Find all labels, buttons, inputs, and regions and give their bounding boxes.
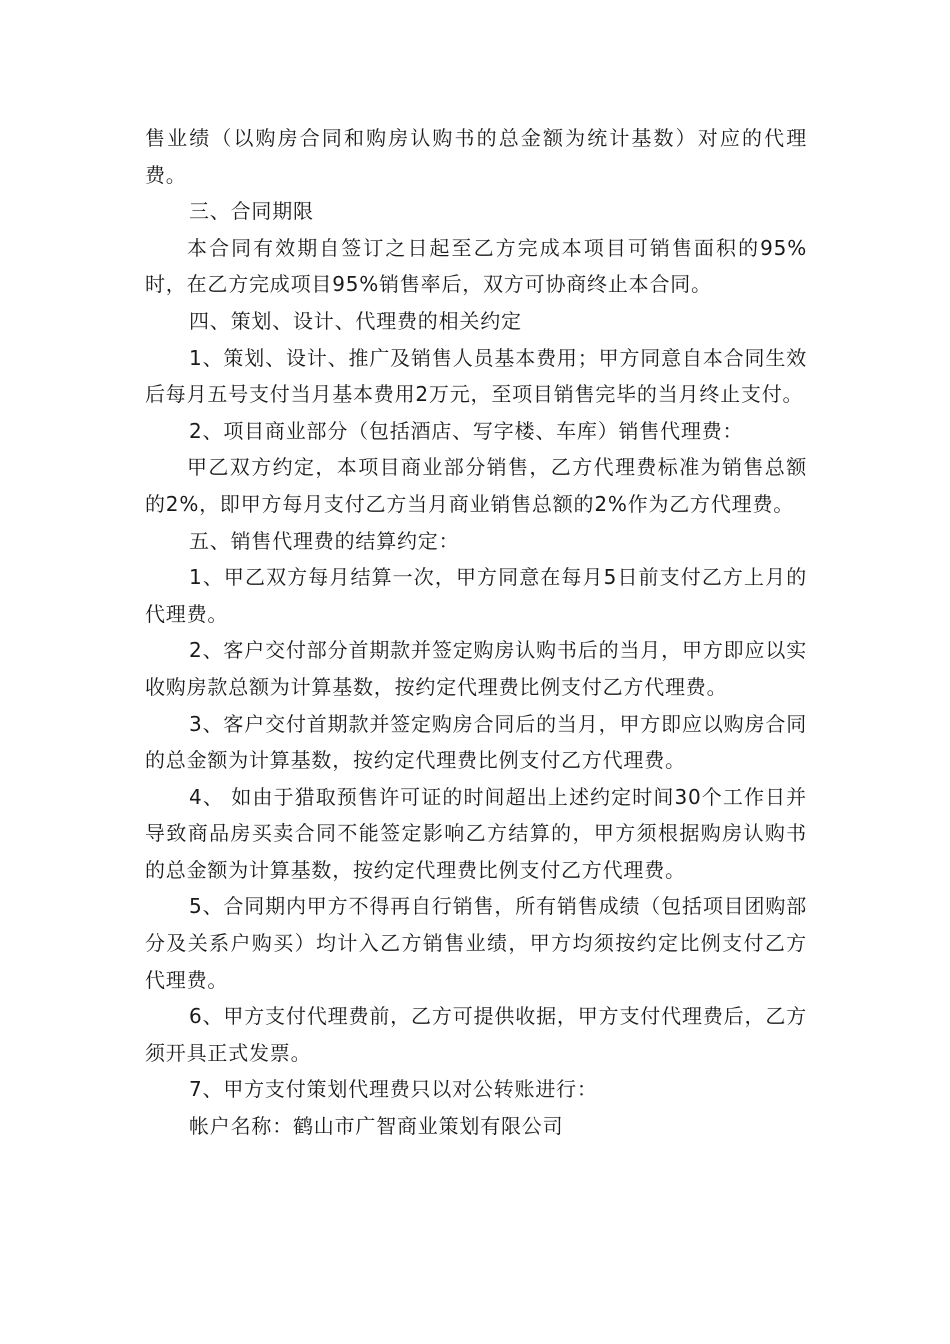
paragraph-commission-continuation: 售业绩（以购房合同和购房认购书的总金额为统计基数）对应的代理费。	[145, 126, 807, 187]
heading-fee-agreement: 四、策划、设计、代理费的相关约定	[189, 308, 522, 333]
paragraph-settlement-7: 7、甲方支付策划代理费只以对公转账进行：	[189, 1077, 598, 1102]
paragraph-settlement-6: 6、甲方支付代理费前，乙方可提供收据，甲方支付代理费后，乙方须开具正式发票。	[145, 1004, 807, 1065]
paragraph-settlement-4: 4、 如由于猎取预售许可证的时间超出上述约定时间30个工作日并导致商品房买卖合同不能签定影响乙方结算的，甲方须根据购房认购书的总金额为计算基数，按约定代理费比例支付乙方代理费。	[145, 784, 807, 882]
paragraph-contract-term: 本合同有效期自签订之日起至乙方完成本项目可销售面积的95%时，在乙方完成项目95%销售率后，双方可协商终止本合同。	[145, 235, 807, 297]
paragraph-settlement-5: 5、合同期内甲方不得再自行销售，所有销售成绩（包括项目团购部分及关系户购买）均计入乙方销售业绩，甲方均须按约定比例支付乙方代理费。	[145, 894, 807, 992]
paragraph-commercial-fee: 甲乙双方约定，本项目商业部分销售，乙方代理费标准为销售总额的2%，即甲方每月支付乙方当月商业销售总额的2%作为乙方代理费。	[145, 455, 807, 516]
paragraph-settlement-3: 3、客户交付首期款并签定购房合同后的当月，甲方即应以购房合同的总金额为计算基数，按约定代理费比例支付乙方代理费。	[145, 711, 807, 773]
paragraph-commercial-fee-title: 2、项目商业部分（包括酒店、写字楼、车库）销售代理费：	[189, 418, 744, 443]
paragraph-account-name: 帐户名称：鹤山市广智商业策划有限公司	[189, 1114, 564, 1139]
paragraph-settlement-1: 1、甲乙双方每月结算一次，甲方同意在每月5日前支付乙方上月的代理费。	[145, 565, 807, 626]
paragraph-settlement-2: 2、客户交付部分首期款并签定购房认购书后的当月，甲方即应以实收购房款总额为计算基数，按约定代理费比例支付乙方代理费。	[145, 638, 807, 699]
heading-contract-term: 三、合同期限	[189, 199, 314, 224]
document-body	[145, 120, 807, 1145]
paragraph-base-fee: 1、策划、设计、推广及销售人员基本费用；甲方同意自本合同生效后每月五号支付当月基本费用2万元，至项目销售完毕的当月终止支付。	[145, 345, 807, 407]
heading-settlement: 五、销售代理费的结算约定：	[189, 528, 460, 553]
